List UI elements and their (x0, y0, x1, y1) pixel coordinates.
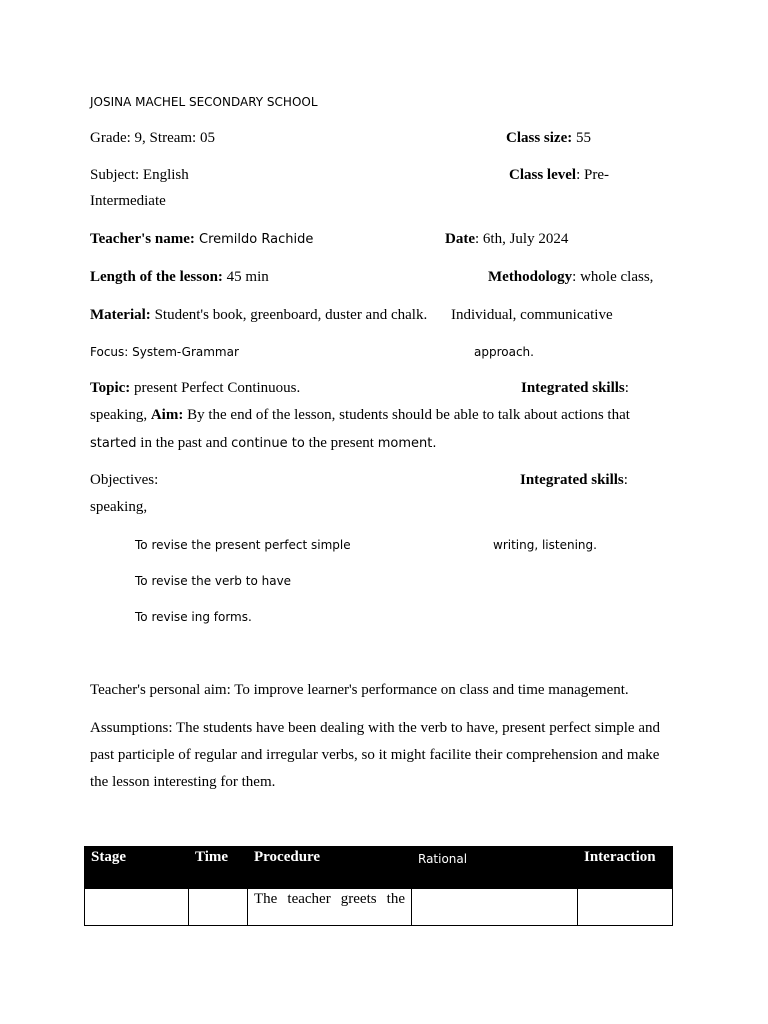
school-name: JOSINA MACHEL SECONDARY SCHOOL (90, 95, 318, 109)
personal-aim: Teacher's personal aim: To improve learner's performance on class and time management. (90, 682, 629, 698)
lesson-length: Length of the lesson: 45 min (90, 269, 269, 285)
objective-1: To revise the present perfect simple (135, 538, 351, 552)
integrated-skills-label-2: Integrated skills: (520, 472, 628, 488)
table-header-row (85, 847, 673, 889)
header-rational: Rational (412, 847, 578, 889)
cell-time (189, 889, 248, 926)
methodology: Methodology: whole class, (488, 269, 654, 285)
header-interaction: Interaction (578, 847, 673, 889)
speaking: speaking, (90, 499, 148, 515)
table-row (85, 889, 673, 926)
objective-3: To revise ing forms. (135, 610, 252, 624)
class-size: Class size: 55 (506, 130, 591, 146)
header-time: Time (189, 847, 248, 889)
objective-2: To revise the verb to have (135, 574, 292, 588)
cell-stage (85, 889, 189, 926)
cell-interaction (578, 889, 673, 926)
lesson-date: Date: 6th, July 2024 (445, 231, 569, 247)
cell-procedure: The teacher greets the (248, 889, 412, 926)
aim: speaking, Aim: By the end of the lesson, students should be able to talk about actions that (90, 407, 630, 423)
header-procedure: Procedure (248, 847, 412, 889)
aim-continued: started in the past and continue to the present moment. (90, 435, 437, 451)
topic: Topic: present Perfect Continuous. (90, 380, 301, 396)
assumptions-line-1: Assumptions: The students have been dealing with the verb to have, present perfect simple and (90, 720, 660, 736)
cell-rational (412, 889, 578, 926)
objectives-heading: Objectives: (90, 472, 159, 488)
material: Material: Student's book, greenboard, duster and chalk. (90, 307, 428, 323)
subject: Subject: English (90, 167, 189, 183)
header-stage: Stage (85, 847, 189, 889)
class-level: Class level: Pre- (509, 167, 609, 183)
lesson-stages-table (84, 846, 673, 926)
focus: Focus: System-Grammar (90, 345, 239, 359)
teacher-name: Teacher's name: Cremildo Rachide (90, 231, 314, 247)
assumptions-line-3: the lesson interesting for them. (90, 774, 276, 790)
class-level-continued: Intermediate (90, 193, 166, 209)
methodology-continued: Individual, communicative (451, 307, 613, 323)
approach: approach. (474, 345, 534, 359)
integrated-skills-label: Integrated skills: (521, 380, 629, 396)
writing-listening: writing, listening. (493, 538, 597, 552)
assumptions-line-2: past participle of regular and irregular verbs, so it might facilite their comprehension and make (90, 747, 660, 763)
grade-stream: Grade: 9, Stream: 05 (90, 130, 215, 146)
